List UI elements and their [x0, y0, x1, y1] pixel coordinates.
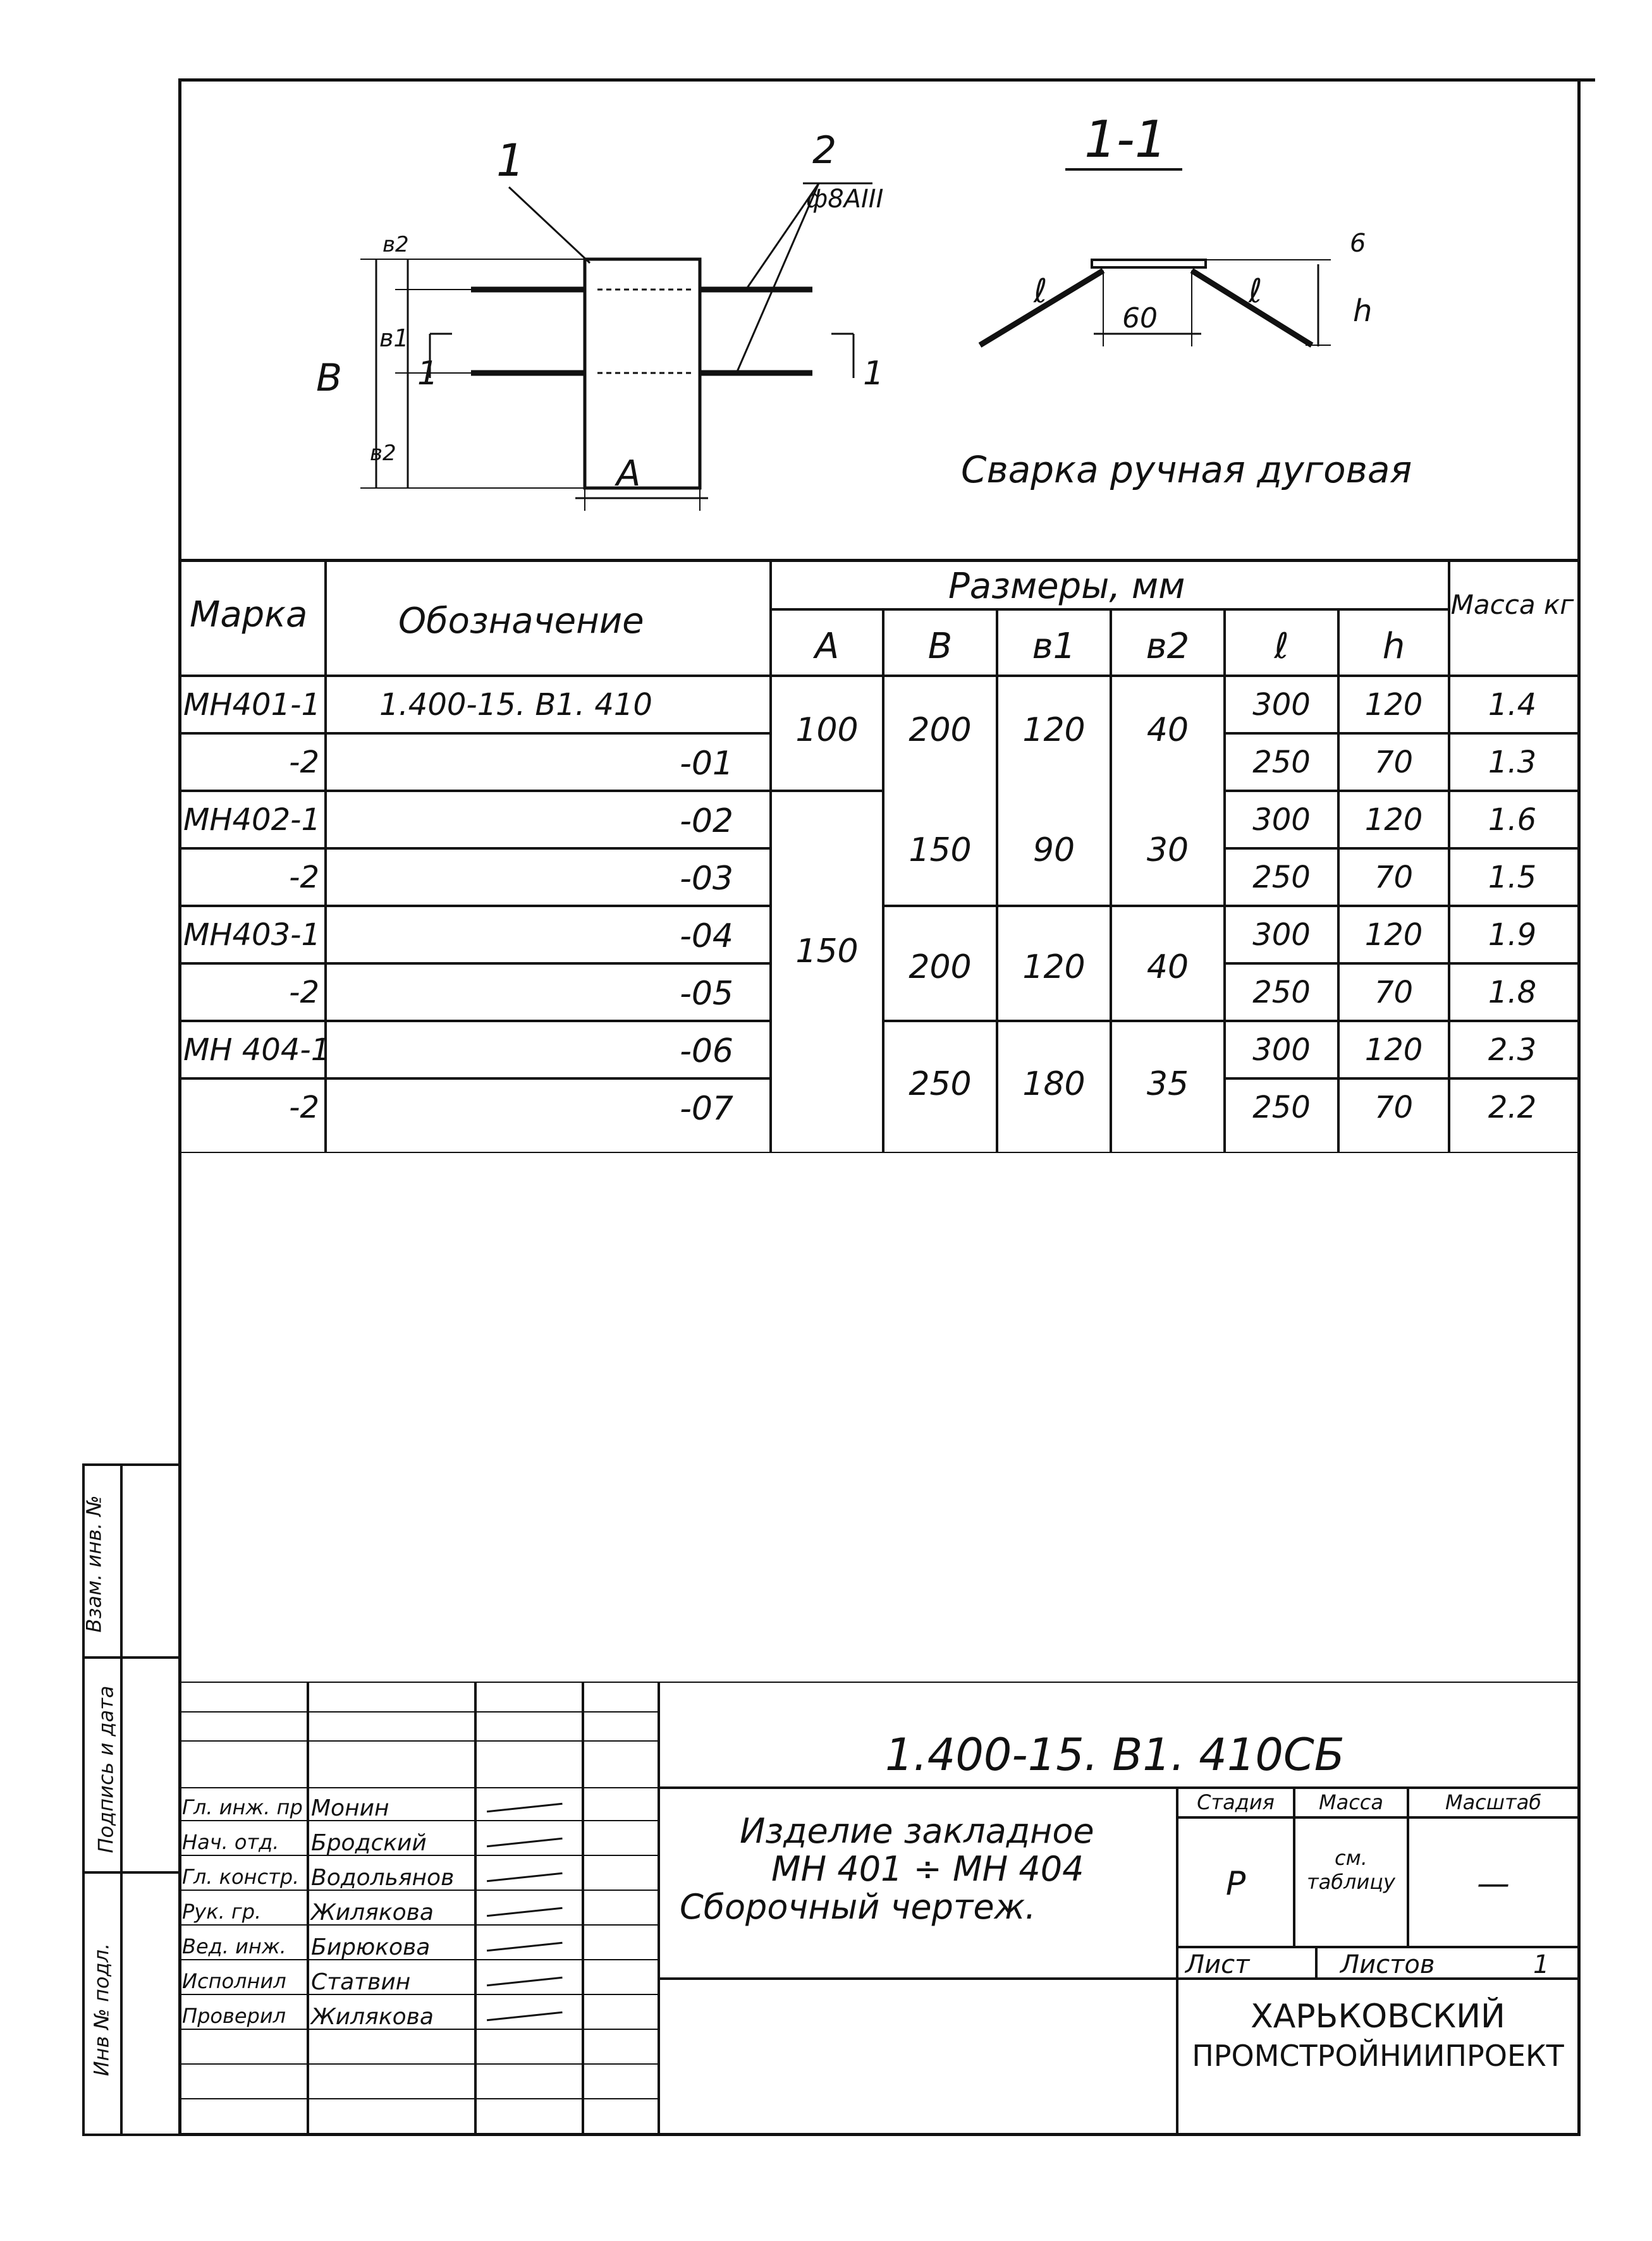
title-line-3: Сборочный чертеж. — [680, 1887, 1036, 1927]
staff-role: Рук. гр. — [182, 1900, 262, 1924]
side-inv-original: Инв № подл. — [89, 1943, 114, 2077]
row-l: 250 — [1252, 860, 1311, 895]
row-mass: 1.3 — [1488, 745, 1537, 780]
title-line-1: Изделие закладное — [740, 1811, 1094, 1851]
staff-role: Исполнил — [182, 1969, 286, 1993]
cell-b1-group1: 120 — [1022, 711, 1086, 749]
row-mass: 2.2 — [1488, 1090, 1537, 1125]
header-b2: в2 — [1146, 626, 1190, 667]
header-l: ℓ — [1274, 626, 1289, 667]
staff-role: Гл. констр. — [182, 1865, 300, 1889]
scale-value: — — [1477, 1865, 1510, 1903]
cell-b2-group1: 40 — [1146, 711, 1189, 749]
welding-note: Сварка ручная дуговая — [961, 448, 1412, 491]
stage-label: Стадия — [1197, 1790, 1275, 1814]
section-title: 1-1 — [1084, 110, 1167, 169]
doc-code: 1.400-15. В1. 410СБ — [885, 1729, 1345, 1781]
row-h: 120 — [1364, 917, 1423, 953]
cell-B-group2: 150 — [909, 831, 972, 869]
staff-name: Жилякова — [311, 2004, 434, 2030]
assembly-sketch — [180, 81, 1579, 561]
header-designation: Обозначение — [398, 601, 644, 642]
row-h: 120 — [1364, 687, 1423, 723]
row-l: 300 — [1252, 687, 1311, 723]
row-mark: -2 — [289, 975, 319, 1010]
row-h: 120 — [1364, 802, 1423, 838]
staff-role: Вед. инж. — [182, 1934, 286, 1958]
side-replacement-inv: Взам. инв. № — [82, 1495, 106, 1633]
row-mark: МН403-1 — [183, 917, 321, 953]
row-l: 300 — [1252, 1032, 1311, 1068]
header-B: В — [927, 626, 953, 667]
cell-b2-group2: 30 — [1146, 831, 1189, 869]
row-l: 250 — [1252, 975, 1311, 1010]
dim-l-right: ℓ — [1249, 272, 1263, 310]
row-designation: -02 — [680, 802, 733, 840]
staff-role: Гл. инж. пр — [182, 1795, 303, 1819]
row-l: 300 — [1252, 917, 1311, 953]
row-mark: -2 — [289, 745, 319, 780]
frame-top-extension — [1577, 78, 1595, 82]
staff-role: Нач. отд. — [182, 1830, 279, 1854]
dim-60: 60 — [1122, 302, 1158, 334]
staff-name: Бирюкова — [311, 1934, 431, 1960]
header-A: А — [814, 626, 840, 667]
dim-b1: в1 — [379, 324, 409, 352]
mass-value: см. таблицу — [1307, 1846, 1395, 1894]
org-line-1: ХАРЬКОВСКИЙ — [1251, 1998, 1505, 2036]
row-l: 300 — [1252, 802, 1311, 838]
side-stamp-divider — [120, 1463, 123, 2136]
row-mass: 1.5 — [1488, 860, 1537, 895]
row-mass: 1.9 — [1488, 917, 1537, 953]
mass-label: Масса — [1318, 1790, 1383, 1814]
row-mass: 1.8 — [1488, 975, 1537, 1010]
label-2: 2 — [812, 128, 837, 173]
staff-name: Водольянов — [311, 1865, 455, 1891]
cell-B-group4: 250 — [909, 1065, 972, 1103]
header-sizes: Размеры, мм — [948, 566, 1185, 607]
row-h: 70 — [1374, 1090, 1414, 1125]
cell-B-group1: 200 — [909, 711, 972, 749]
cell-b1-group2: 90 — [1032, 831, 1075, 869]
header-mass: Масса кг — [1450, 589, 1574, 620]
title-line-2: МН 401 ÷ МН 404 — [771, 1849, 1084, 1889]
cell-A-group1: 100 — [795, 711, 859, 749]
dim-B: В — [316, 356, 343, 400]
rebar-spec: ф8АIII — [806, 185, 884, 214]
row-designation: -01 — [680, 745, 733, 783]
staff-name: Статвин — [311, 1969, 411, 1995]
header-b1: в1 — [1032, 626, 1076, 667]
staff-name: Жиляковa — [311, 1900, 434, 1926]
cell-b1-group4: 180 — [1022, 1065, 1086, 1103]
row-designation: -04 — [680, 917, 733, 955]
staff-name: Бродский — [311, 1830, 427, 1856]
header-mark: Марка — [190, 594, 308, 635]
dim-b2-top: в2 — [382, 232, 409, 257]
side-signature-date: Подпись и дата — [94, 1685, 118, 1853]
row-h: 70 — [1374, 745, 1414, 780]
dim-l-left: ℓ — [1034, 272, 1048, 310]
row-mark: -2 — [289, 860, 319, 895]
staff-role: Проверил — [182, 2004, 286, 2028]
row-mark: МН401-1 — [183, 687, 321, 723]
cell-A-group2: 150 — [795, 932, 859, 970]
row-h: 70 — [1374, 975, 1414, 1010]
row-mark: МН 404-1 — [183, 1032, 331, 1068]
cell-B-group3: 200 — [909, 948, 972, 986]
side-stamp-row-1 — [82, 1656, 181, 1659]
dim-A: А — [616, 453, 641, 494]
row-designation: -07 — [680, 1090, 733, 1128]
dim-h: h — [1353, 293, 1373, 329]
side-stamp-row-2 — [82, 1871, 181, 1874]
cell-b1-group3: 120 — [1022, 948, 1086, 986]
org-line-2: ПРОМСТРОЙНИИПРОЕКТ — [1192, 2039, 1564, 2073]
row-l: 250 — [1252, 1090, 1311, 1125]
row-mass: 1.4 — [1488, 687, 1537, 723]
row-mark: МН402-1 — [183, 802, 321, 838]
cut-mark-left: 1 — [417, 355, 439, 393]
sheet-label: Лист — [1185, 1950, 1250, 1979]
stage-value: Р — [1225, 1865, 1246, 1903]
row-designation: 1.400-15. В1. 410 — [379, 687, 652, 723]
label-1: 1 — [496, 135, 525, 186]
row-mass: 2.3 — [1488, 1032, 1537, 1068]
row-designation: -05 — [680, 975, 733, 1013]
sheets-label: Листов — [1340, 1950, 1435, 1979]
staff-name: Монин — [311, 1795, 389, 1821]
cell-b2-group3: 40 — [1146, 948, 1189, 986]
header-h: h — [1382, 626, 1405, 667]
cell-b2-group4: 35 — [1146, 1065, 1189, 1103]
row-h: 70 — [1374, 860, 1414, 895]
row-designation: -06 — [680, 1032, 733, 1070]
dim-b2-bottom: в2 — [370, 441, 396, 466]
row-mass: 1.6 — [1488, 802, 1537, 838]
dim-6: 6 — [1350, 229, 1366, 258]
row-designation: -03 — [680, 860, 733, 898]
row-h: 120 — [1364, 1032, 1423, 1068]
cut-mark-right: 1 — [863, 355, 884, 393]
sheets-value: 1 — [1533, 1950, 1550, 1979]
row-l: 250 — [1252, 745, 1311, 780]
scale-label: Масштаб — [1445, 1790, 1542, 1814]
row-mark: -2 — [289, 1090, 319, 1125]
